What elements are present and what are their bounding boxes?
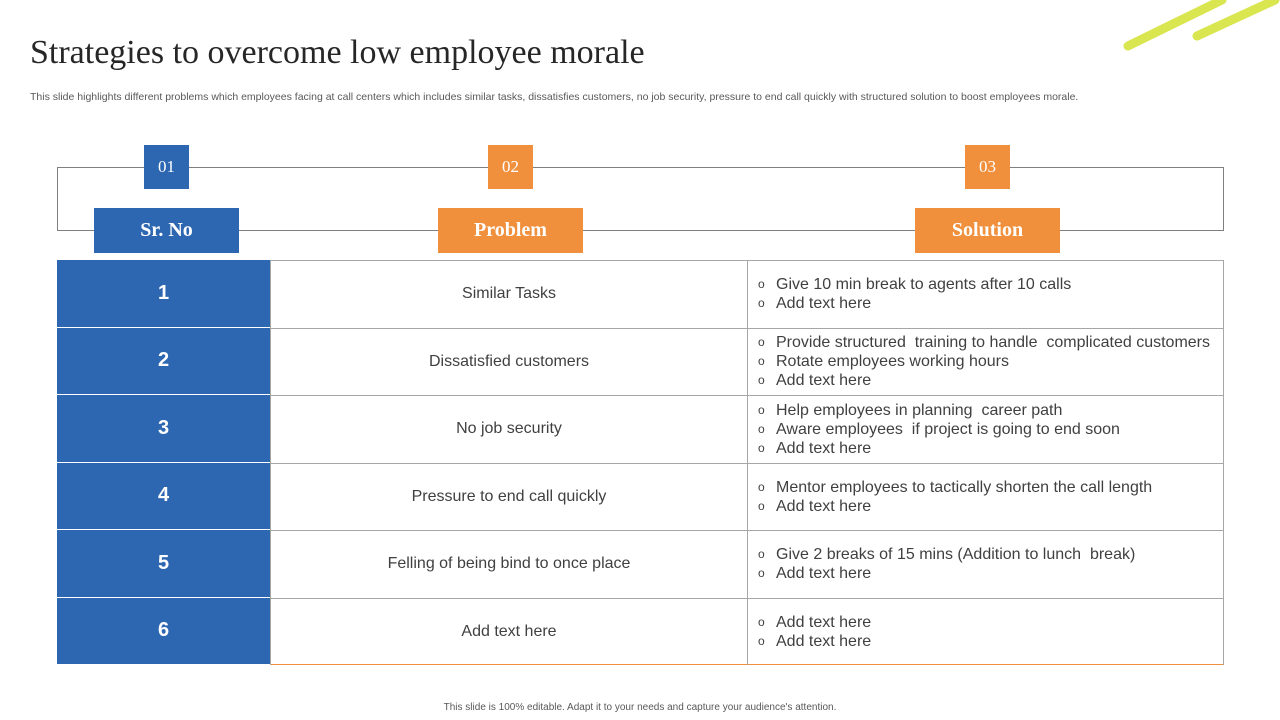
bullet-circle-icon: o — [758, 633, 765, 648]
bullet-circle-icon: o — [758, 354, 765, 369]
page-subtitle: This slide highlights different problems which employees facing at call centers which includes similar tasks, dissatisfies customers, no job security, pressure to end call quickly with structured solution to boost employees morale. — [30, 91, 1079, 103]
tag-01: 01 — [144, 145, 189, 189]
row-number: 4 — [57, 463, 270, 531]
solution-cell — [747, 530, 1224, 598]
solution-bullet — [758, 564, 1223, 583]
solution-cell — [747, 598, 1224, 666]
row-number: 3 — [57, 395, 270, 463]
solution-cell — [747, 328, 1224, 396]
row-number: 1 — [57, 260, 270, 328]
header-problem: Problem — [438, 208, 583, 253]
solution-text: Add text here — [776, 497, 872, 515]
solution-text: Add text here — [776, 439, 872, 457]
problem-cell: Dissatisfied customers — [270, 328, 747, 396]
solution-cell — [747, 463, 1224, 531]
bullet-circle-icon: o — [758, 277, 765, 292]
row-number: 5 — [57, 530, 270, 598]
solution-bullet — [758, 294, 1223, 313]
solution-bullet — [758, 439, 1223, 458]
solution-text: Give 2 breaks of 15 mins (Addition to lunch break) — [776, 546, 1136, 564]
solution-text: Provide structured training to handle complicated customers — [776, 334, 1210, 352]
solution-text: Add text here — [776, 295, 872, 313]
problem-cell: No job security — [270, 395, 747, 463]
solution-bullet — [758, 371, 1223, 390]
table-row — [57, 463, 1224, 531]
solution-text: Mentor employees to tactically shorten the call length — [776, 478, 1153, 496]
table-row — [57, 328, 1224, 396]
bullet-circle-icon: o — [758, 498, 765, 513]
bullet-circle-icon: o — [758, 373, 765, 388]
solution-text: Help employees in planning career path — [776, 401, 1063, 419]
solution-bullet — [758, 497, 1223, 516]
bullet-circle-icon: o — [758, 421, 765, 436]
bullet-circle-icon: o — [758, 296, 765, 311]
bullet-circle-icon: o — [758, 547, 765, 562]
solution-bullet — [758, 333, 1223, 352]
header-solution: Solution — [915, 208, 1060, 253]
problem-cell: Add text here — [270, 598, 747, 666]
row-number: 2 — [57, 328, 270, 396]
bullet-circle-icon: o — [758, 402, 765, 417]
solution-text: Give 10 min break to agents after 10 calls — [776, 276, 1072, 294]
solution-text: Add text here — [776, 565, 872, 583]
solution-cell — [747, 395, 1224, 463]
solution-bullet — [758, 401, 1223, 420]
tag-03: 03 — [965, 145, 1010, 189]
table-row — [57, 260, 1224, 328]
problem-cell: Similar Tasks — [270, 260, 747, 328]
bullet-circle-icon: o — [758, 335, 765, 350]
table-row — [57, 395, 1224, 463]
solution-cell — [747, 260, 1224, 328]
header-sr-no: Sr. No — [94, 208, 239, 253]
solution-text: Rotate employees working hours — [776, 353, 1010, 371]
row-number: 6 — [57, 598, 270, 666]
bullet-circle-icon: o — [758, 566, 765, 581]
solution-bullet — [758, 275, 1223, 294]
tag-02: 02 — [488, 145, 533, 189]
bullet-circle-icon: o — [758, 614, 765, 629]
solution-text: Add text here — [776, 613, 872, 631]
solution-bullet — [758, 613, 1223, 632]
problem-cell: Felling of being bind to once place — [270, 530, 747, 598]
solution-text: Add text here — [776, 372, 872, 390]
problem-cell: Pressure to end call quickly — [270, 463, 747, 531]
bullet-circle-icon: o — [758, 479, 765, 494]
solution-bullet — [758, 420, 1223, 439]
strategies-table — [57, 260, 1224, 665]
page-title: Strategies to overcome low employee morale — [30, 34, 645, 71]
solution-bullet — [758, 632, 1223, 651]
solution-bullet — [758, 478, 1223, 497]
bullet-circle-icon: o — [758, 440, 765, 455]
solution-text: Aware employees if project is going to end soon — [776, 420, 1120, 438]
solution-bullet — [758, 352, 1223, 371]
footer-note: This slide is 100% editable. Adapt it to your needs and capture your audience's attention. — [443, 702, 837, 713]
table-row — [57, 530, 1224, 598]
solution-bullet — [758, 545, 1223, 564]
solution-text: Add text here — [776, 632, 872, 650]
table-row — [57, 598, 1224, 666]
